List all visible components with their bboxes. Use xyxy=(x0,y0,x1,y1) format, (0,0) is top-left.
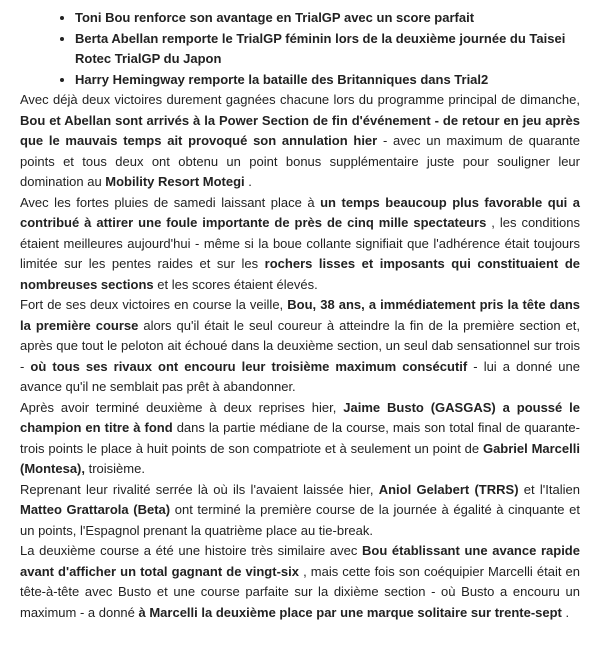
text-segment: Avec déjà deux victoires durement gagnées chacune lors du programme principal de dimanche, xyxy=(20,92,580,107)
bold-segment: Bou, 38 ans, a immédiatement pris la tête dans la première course xyxy=(20,297,580,333)
article-paragraph xyxy=(20,295,580,398)
text-segment: Avec les fortes pluies de samedi laissant place à xyxy=(20,194,321,210)
article-paragraph xyxy=(20,480,580,542)
bold-segment: Bou établissant une avance rapide avant d'afficher un total gagnant de vingt-six xyxy=(20,543,580,579)
text-segment: . xyxy=(244,174,252,189)
text-segment: Reprenant leur rivalité serrée là où ils l'avaient laissée hier, xyxy=(20,481,379,497)
bold-segment: à Marcelli la deuxième place par une marque solitaire sur trente-sept xyxy=(138,604,562,620)
text-segment: troisième. xyxy=(85,461,145,476)
bold-segment: Aniol Gelabert (TRRS) xyxy=(378,481,519,497)
bold-segment: rochers lisses et imposants qui constituaient de nombreuses sections xyxy=(20,256,580,292)
highlight-item: • Berta Abellan remporte le TrialGP féminin lors de la deuxième journée du Taisei Rotec TrialGP du Japon xyxy=(75,29,580,70)
text-segment: et les scores étaient élevés. xyxy=(153,276,318,292)
bold-segment: Gabriel Marcelli (Montesa), xyxy=(20,440,580,476)
bold-segment: où tous ses rivaux ont encouru leur troisième maximum consécutif xyxy=(30,358,468,374)
bold-segment: Mobility Resort Motegi xyxy=(105,174,245,189)
text-segment: alors qu'il était le seul coureur à atteindre la fin de la première section et, après que tout le peloton ait échoué dans la deuxième section, un seul dab sensationnel sur trois - xyxy=(20,317,581,374)
highlight-item: • Toni Bou renforce son avantage en TrialGP avec un score parfait xyxy=(75,8,580,29)
bold-segment: Jaime Busto (GASGAS) a poussé le champion en titre à fond xyxy=(20,399,580,435)
text-segment: et l'Italien xyxy=(518,481,580,497)
bold-segment: Bou et Abellan sont arrivés à la Power Section de fin d'événement - de retour en jeu après que le mauvais temps ait provoqué son annulation hier xyxy=(20,112,580,148)
text-segment: ont terminé la première course de la journée à égalité à cinquante et un points, l'Espagnol prenant la quatrième place au tie-break. xyxy=(20,502,580,538)
highlight-item: • Harry Hemingway remporte la bataille des Britanniques dans Trial2 xyxy=(75,70,580,91)
article-paragraph xyxy=(20,90,580,193)
article-paragraph xyxy=(20,541,580,623)
bold-segment: Matteo Grattarola (Beta) xyxy=(20,502,171,517)
text-segment: . xyxy=(561,604,570,620)
bold-segment: un temps beaucoup plus favorable qui a contribué à attirer une foule importante de près de cinq mille spectateurs xyxy=(20,194,580,230)
highlights-list xyxy=(20,8,580,90)
text-segment: , mais cette fois son coéquipier Marcelli était en tête-à-tête avec Busto et une course parfaite sur la dixième section - où Busto a encouru un maximum - a donné xyxy=(20,563,580,620)
text-segment: dans la partie médiane de la course, mais son total final de quarante-trois points le place à huit points de son compatriote et à seulement un point de xyxy=(20,420,580,456)
text-segment: , les conditions étaient meilleures aujourd'hui - même si la boue collante signifiait que l'adhérence était toujours limitée sur les pentes raides et sur les xyxy=(20,215,580,271)
article-paragraph xyxy=(20,193,580,296)
text-segment: - lui a donné une avance qu'il ne semblait pas prêt à abandonner. xyxy=(20,358,580,394)
text-segment: - avec un maximum de quarante points et tous deux ont obtenu un point bonus supplémentaire juste pour souligner leur domination au xyxy=(20,133,580,189)
text-segment: Fort de ses deux victoires en course la veille, xyxy=(20,297,288,312)
article-paragraph xyxy=(20,398,580,480)
text-segment: La deuxième course a été une histoire très similaire avec xyxy=(20,543,362,558)
text-segment: Après avoir terminé deuxième à deux reprises hier, xyxy=(20,399,344,415)
